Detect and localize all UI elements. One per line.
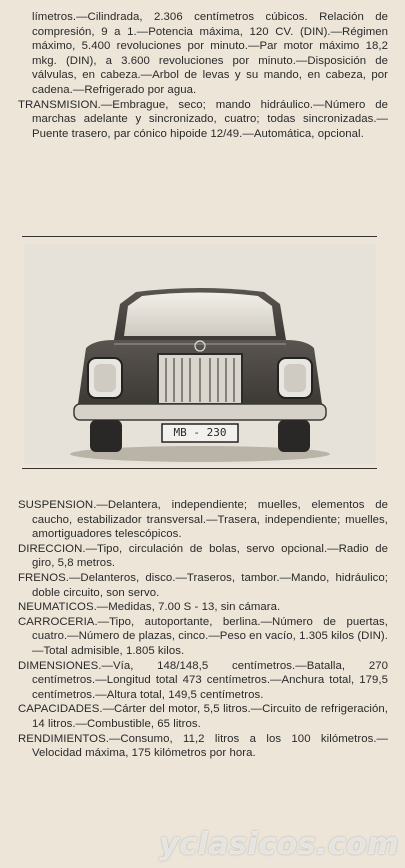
direccion-paragraph: DIRECCION.—Tipo, circulación de bolas, servo opcional.—Radio de giro, 5,8 metros. (18, 542, 388, 570)
watermark: yclasicos.com (159, 827, 399, 862)
bottom-divider (22, 468, 377, 469)
spec-section-top (18, 10, 388, 141)
license-plate: MB - 230 (173, 426, 227, 439)
frenos-paragraph: FRENOS.—Delanteros, disco.—Traseros, tambor.—Mando, hidráulico; doble circuito, son servo. (18, 571, 388, 599)
car-photo (24, 244, 376, 464)
dimensiones-paragraph: DIMENSIONES.—Vía, 148/148,5 centímetros.—Batalla, 270 centímetros.—Longitud total 473 centímetros.—Anchura total, 179,5 centímetros.—Altura total, 149,5 centímetros. (18, 659, 388, 701)
suspension-paragraph: SUSPENSION.—Delantera, independiente; muelles, elementos de caucho, estabilizador transversal.—Trasera, independiente; muelles, amortiguadores telescópicos. (18, 499, 388, 541)
capacidades-paragraph: CAPACIDADES.—Cárter del motor, 5,5 litros.—Circuito de refrigeración, 14 litros.—Combustible, 65 litros. (18, 703, 388, 730)
engine-paragraph: límetros.—Cilindrada, 2.306 centímetros cúbicos. Relación de compresión, 9 a 1.—Potencia máxima, 120 CV. (DIN).—Régimen máximo, 5.400 revoluciones por minuto.—Par motor máximo 18,2 mkg. (DIN), a 3.600 revoluciones por minuto.—Disposición de válvulas, en cabeza.—Arbol de levas y su mando, en cabeza, por cadena.—Refrigerado por agua. (32, 11, 388, 96)
neumaticos-paragraph: NEUMATICOS.—Medidas, 7.00 S - 13, sin cámara. (18, 601, 281, 614)
spec-section-bottom (18, 498, 388, 761)
carroceria-paragraph: CARROCERIA.—Tipo, autoportante, berlina.—Número de puertas, cuatro.—Número de plazas, cinco.—Peso en vacío, 1.305 kilos (DIN).—Total admisible, 1.805 kilos. (18, 615, 388, 657)
transmision-paragraph: TRANSMISION.—Embrague, seco; mando hidráulico.—Número de marchas adelante y sincronizado, cuatro; todas sincronizadas.—Puente trasero, par cónico hipoide 12/49.—Automática, opcional. (18, 98, 388, 140)
top-divider (22, 236, 377, 237)
rendimientos-paragraph: RENDIMIENTOS.—Consumo, 11,2 litros a los 100 kilómetros.—Velocidad máxima, 175 kilómetros por hora. (18, 732, 388, 760)
